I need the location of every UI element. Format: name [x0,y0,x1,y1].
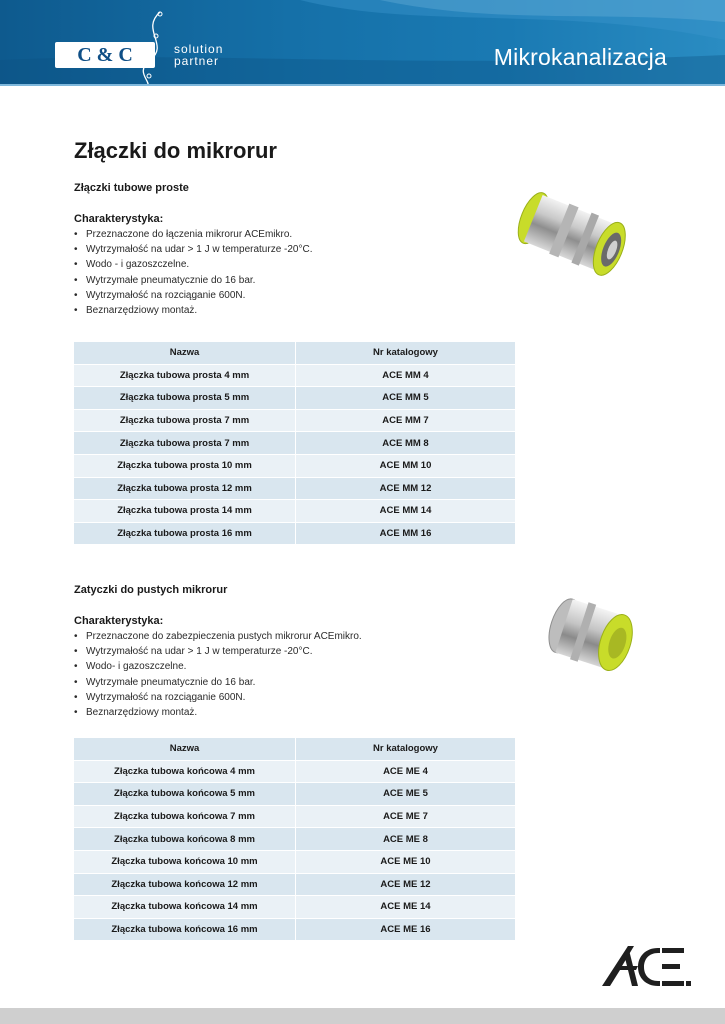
table-row [74,364,515,387]
list-item: • Beznarzędziowy montaż. [74,705,362,720]
cell-name: Złączka tubowa prosta 5 mm [74,387,296,410]
section-1-subtitle: Złączki tubowe proste [74,182,189,194]
column-header-catalog-number: Nr katalogowy [296,738,516,760]
cell-catalog-number: ACE MM 16 [296,522,516,545]
table-header-row [74,342,515,364]
brand-tagline [174,43,223,67]
cell-name: Złączka tubowa końcowa 8 mm [74,828,296,851]
list-item: • Wytrzymałość na rozciąganie 600N. [74,690,362,705]
ace-logo [598,942,694,988]
cell-catalog-number: ACE MM 4 [296,364,516,387]
list-item: • Przeznaczone do zabezpieczenia pustych mikrorur ACEmikro. [74,629,362,644]
brand-tagline-line2: partner [174,54,220,68]
list-item: • Wodo- i gazoszczelne. [74,659,362,674]
straight-tube-connector-image [508,183,643,288]
section-2-subtitle: Zatyczki do pustych mikrorur [74,584,228,596]
cell-catalog-number: ACE MM 8 [296,432,516,455]
column-header-name: Nazwa [74,342,296,364]
table-row [74,918,515,941]
cell-name: Złączka tubowa końcowa 7 mm [74,805,296,828]
cell-name: Złączka tubowa prosta 14 mm [74,500,296,523]
cell-name: Złączka tubowa końcowa 4 mm [74,760,296,783]
list-item: • Wytrzymałość na rozciąganie 600N. [74,288,313,303]
cell-name: Złączka tubowa prosta 10 mm [74,454,296,477]
list-item: • Wodo - i gazoszczelne. [74,257,313,272]
section-1-catalog-table [74,342,515,545]
table-header-row [74,738,515,760]
cell-catalog-number: ACE ME 7 [296,805,516,828]
table-row [74,409,515,432]
cell-name: Złączka tubowa prosta 16 mm [74,522,296,545]
header-divider [0,84,725,86]
section-2-feature-list [74,629,362,720]
page-footer-bar [0,1008,725,1024]
section-1-feature-list [74,227,313,318]
table-row [74,805,515,828]
table-row [74,828,515,851]
cell-name: Złączka tubowa prosta 7 mm [74,432,296,455]
cell-name: Złączka tubowa końcowa 12 mm [74,873,296,896]
cell-name: Złączka tubowa prosta 4 mm [74,364,296,387]
brand-tagline-line1: solution [174,42,224,56]
cell-catalog-number: ACE MM 12 [296,477,516,500]
list-item: • Wytrzymałość na udar > 1 J w temperaturze -20°C. [74,242,313,257]
header-section-title: Mikrokanalizacja [493,44,667,70]
table-row [74,432,515,455]
list-item: • Beznarzędziowy montaż. [74,303,313,318]
cell-catalog-number: ACE ME 12 [296,873,516,896]
cell-catalog-number: ACE ME 8 [296,828,516,851]
table-row [74,850,515,873]
section-1-characteristics-label: Charakterystyka: [74,213,164,225]
cell-catalog-number: ACE ME 10 [296,850,516,873]
cell-catalog-number: ACE ME 4 [296,760,516,783]
cell-catalog-number: ACE ME 14 [296,896,516,919]
page-header [0,0,725,86]
cell-catalog-number: ACE MM 5 [296,387,516,410]
cell-catalog-number: ACE MM 10 [296,454,516,477]
column-header-catalog-number: Nr katalogowy [296,342,516,364]
cell-name: Złączka tubowa końcowa 5 mm [74,783,296,806]
cell-catalog-number: ACE ME 5 [296,783,516,806]
section-2-characteristics-label: Charakterystyka: [74,615,164,627]
table-row [74,873,515,896]
cell-catalog-number: ACE MM 14 [296,500,516,523]
list-item: • Wytrzymałe pneumatycznie do 16 bar. [74,675,362,690]
list-item: • Wytrzymałe pneumatycznie do 16 bar. [74,273,313,288]
section-2-catalog-table [74,738,515,941]
page-title: Złączki do mikrorur [74,138,277,163]
list-item: • Wytrzymałość na udar > 1 J w temperaturze -20°C. [74,644,362,659]
cell-catalog-number: ACE MM 7 [296,409,516,432]
cell-name: Złączka tubowa końcowa 16 mm [74,918,296,941]
list-item: • Przeznaczone do łączenia mikrorur ACEmikro. [74,227,313,242]
end-cap-connector-image [540,590,645,685]
table-row [74,522,515,545]
table-row [74,500,515,523]
table-row [74,760,515,783]
cell-name: Złączka tubowa końcowa 10 mm [74,850,296,873]
table-row [74,477,515,500]
table-row [74,783,515,806]
cell-name: Złączka tubowa końcowa 14 mm [74,896,296,919]
table-row [74,387,515,410]
cell-name: Złączka tubowa prosta 12 mm [74,477,296,500]
cell-catalog-number: ACE ME 16 [296,918,516,941]
cell-name: Złączka tubowa prosta 7 mm [74,409,296,432]
brand-logo: C & C [77,44,133,66]
column-header-name: Nazwa [74,738,296,760]
table-row [74,454,515,477]
table-row [74,896,515,919]
